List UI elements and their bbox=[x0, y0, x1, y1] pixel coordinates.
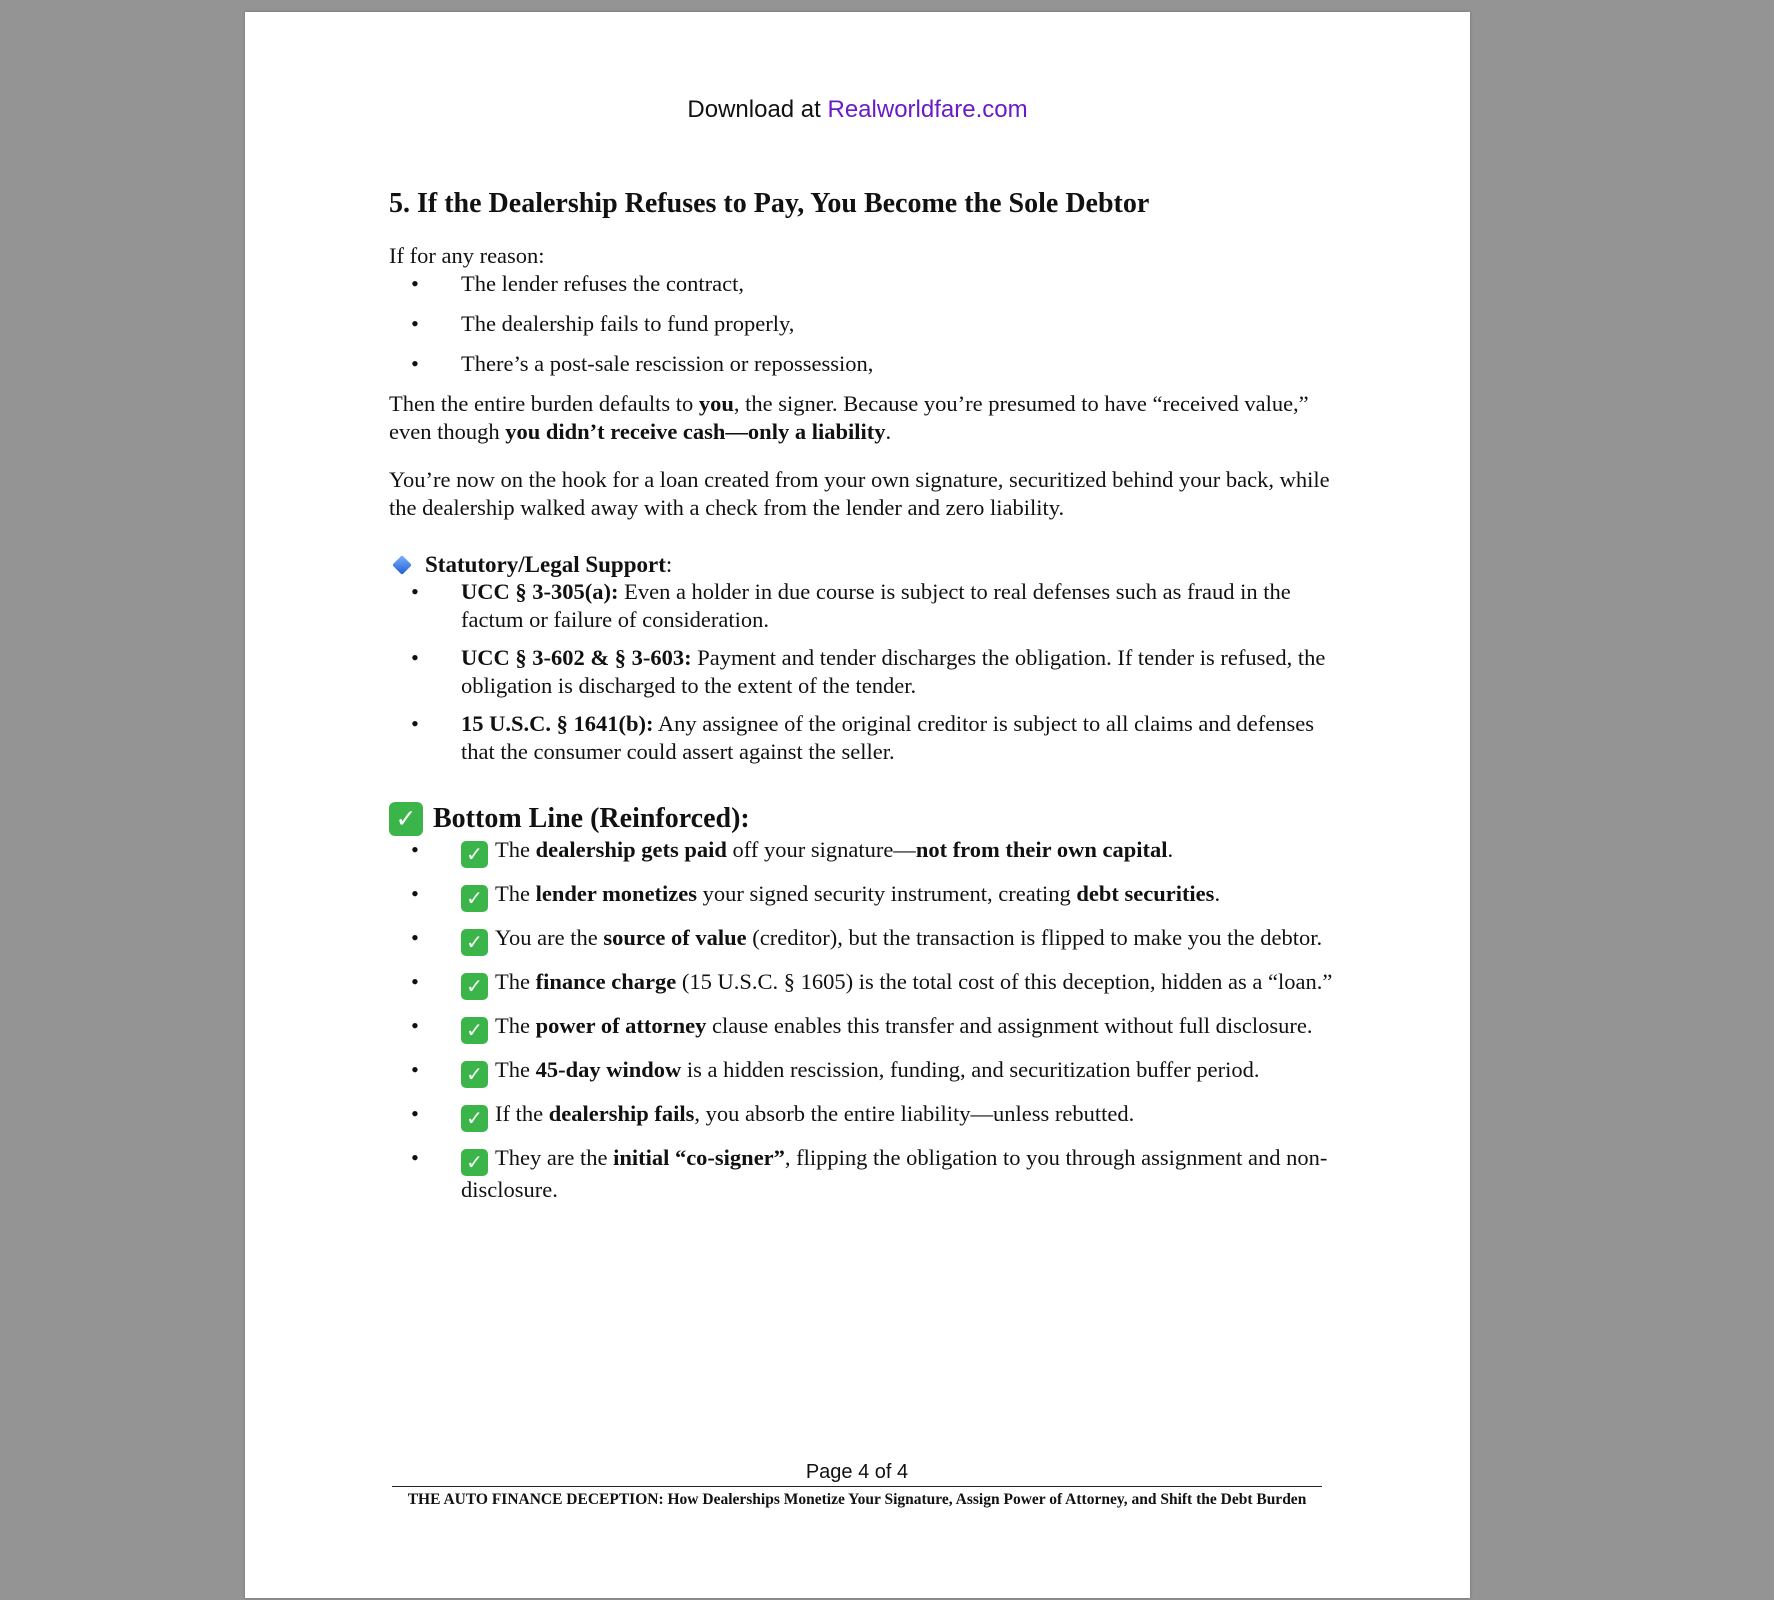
legal-heading-colon: : bbox=[665, 552, 673, 577]
burden-paragraph bbox=[389, 390, 1349, 446]
bullet-icon: • bbox=[411, 351, 419, 376]
citation: UCC § 3-305(a): bbox=[461, 579, 619, 604]
list-item bbox=[389, 880, 1349, 912]
text-run: your signed security instrument, creating bbox=[697, 881, 1077, 906]
citation-text: Any assignee of the original creditor is subject to all claims and defenses that the consumer could assert against the seller. bbox=[461, 711, 1314, 764]
text-run: The bbox=[495, 837, 536, 862]
bold-run: initial “co-signer” bbox=[613, 1145, 785, 1170]
bottom-heading-text: Bottom Line (Reinforced): bbox=[433, 803, 750, 834]
text-run: . bbox=[1214, 881, 1221, 906]
list-item bbox=[389, 310, 1349, 338]
list-item bbox=[389, 350, 1349, 378]
reason-text: There’s a post-sale rescission or repossession, bbox=[461, 351, 874, 376]
bullet-icon: • bbox=[411, 579, 419, 604]
reasons-list bbox=[389, 270, 1349, 378]
check-mark-icon: ✓ bbox=[461, 841, 488, 868]
list-item bbox=[389, 924, 1349, 956]
reason-text: The lender refuses the contract, bbox=[461, 271, 744, 296]
bullet-icon: • bbox=[411, 969, 419, 994]
bullet-icon: • bbox=[411, 881, 419, 906]
bottom-line-heading bbox=[389, 802, 1349, 836]
bold-run: power of attorney bbox=[535, 1013, 707, 1038]
bold-run: dealership gets paid bbox=[535, 837, 727, 862]
bold-run: lender monetizes bbox=[535, 881, 698, 906]
list-item bbox=[389, 270, 1349, 298]
check-mark-icon: ✓ bbox=[461, 973, 488, 1000]
list-item bbox=[389, 1012, 1349, 1044]
text-run: The bbox=[495, 969, 536, 994]
bullet-icon: • bbox=[411, 271, 419, 296]
bold-run: finance charge bbox=[535, 969, 677, 994]
reason-text: The dealership fails to fund properly, bbox=[461, 311, 795, 336]
footer-divider bbox=[392, 1486, 1322, 1487]
bullet-icon: • bbox=[411, 1101, 419, 1126]
legal-list bbox=[389, 578, 1349, 766]
page-number: Page 4 of 4 bbox=[805, 1461, 909, 1483]
document-title: THE AUTO FINANCE DECEPTION: How Dealerships Monetize Your Signature, Assign Power of Attorney, and Shift the Debt Burden bbox=[407, 1491, 1307, 1508]
check-mark-icon: ✓ bbox=[461, 929, 488, 956]
text-run: , the signer. Because you’re presumed to have “received value,” even though bbox=[389, 391, 1309, 444]
list-item bbox=[389, 1056, 1349, 1088]
intro-text: If for any reason: bbox=[389, 243, 545, 268]
text-run: You are the bbox=[495, 925, 604, 950]
list-item bbox=[389, 710, 1349, 766]
bullet-icon: • bbox=[411, 1145, 419, 1170]
text-run: clause enables this transfer and assignment without full disclosure. bbox=[706, 1013, 1313, 1038]
document-page bbox=[245, 12, 1470, 1598]
citation: UCC § 3-602 & § 3-603: bbox=[461, 645, 692, 670]
text-run: The bbox=[495, 881, 536, 906]
page-footer bbox=[392, 1460, 1322, 1509]
bold-run: you didn’t receive cash—only a liability bbox=[505, 419, 886, 444]
text-run: off your signature— bbox=[726, 837, 916, 862]
legal-support-heading bbox=[389, 552, 1349, 578]
bold-run: not from their own capital bbox=[915, 837, 1168, 862]
bullet-icon: • bbox=[411, 1013, 419, 1038]
list-item bbox=[389, 968, 1349, 1000]
text-run: They are the bbox=[495, 1145, 614, 1170]
list-item bbox=[389, 644, 1349, 700]
list-item bbox=[389, 1100, 1349, 1132]
check-mark-icon: ✓ bbox=[461, 1061, 488, 1088]
site-link[interactable]: Realworldfare.com bbox=[827, 96, 1028, 123]
check-mark-icon: ✓ bbox=[461, 1017, 488, 1044]
bullet-icon: • bbox=[411, 645, 419, 670]
text-run: (creditor), but the transaction is flipped to make you the debtor. bbox=[746, 925, 1323, 950]
bullet-icon: • bbox=[411, 711, 419, 736]
text-run: is a hidden rescission, funding, and securitization buffer period. bbox=[681, 1057, 1260, 1082]
check-mark-icon: ✓ bbox=[389, 802, 423, 836]
section-title: 5. If the Dealership Refuses to Pay, You Become the Sole Debtor bbox=[389, 188, 1150, 219]
list-item bbox=[389, 836, 1349, 868]
check-mark-icon: ✓ bbox=[461, 1149, 488, 1176]
header-prefix: Download at bbox=[687, 96, 828, 123]
citation-text: Payment and tender discharges the obligation. If tender is refused, the obligation is discharged to the extent of the tender. bbox=[461, 645, 1326, 698]
citation-text: Even a holder in due course is subject to real defenses such as fraud in the factum or failure of consideration. bbox=[461, 579, 1291, 632]
text-run: , you absorb the entire liability—unless rebutted. bbox=[694, 1101, 1135, 1126]
bold-run: you bbox=[698, 391, 734, 416]
text-run: . bbox=[885, 419, 892, 444]
bold-run: debt securities bbox=[1076, 881, 1215, 906]
list-item bbox=[389, 578, 1349, 634]
page-header bbox=[245, 96, 1470, 124]
text-run: The bbox=[495, 1013, 536, 1038]
text-run: , flipping the obligation to you through assignment and non-disclosure. bbox=[461, 1145, 1328, 1202]
bullet-icon: • bbox=[411, 925, 419, 950]
list-item bbox=[389, 1144, 1349, 1204]
page-content bbox=[389, 188, 1349, 1216]
legal-heading-text: Statutory/Legal Support bbox=[425, 552, 666, 577]
bullet-icon: • bbox=[411, 1057, 419, 1082]
hook-paragraph: You’re now on the hook for a loan created from your own signature, securitized behind your back, while the dealership walked away with a check from the lender and zero liability. bbox=[389, 467, 1330, 520]
citation: 15 U.S.C. § 1641(b): bbox=[461, 711, 654, 736]
check-mark-icon: ✓ bbox=[461, 885, 488, 912]
bold-run: source of value bbox=[603, 925, 747, 950]
bullet-icon: • bbox=[411, 311, 419, 336]
text-run: (15 U.S.C. § 1605) is the total cost of this deception, hidden as a “loan.” bbox=[676, 969, 1333, 994]
text-run: If the bbox=[495, 1101, 549, 1126]
text-run: Then the entire burden defaults to bbox=[389, 391, 699, 416]
blue-diamond-icon bbox=[392, 555, 412, 575]
bold-run: 45-day window bbox=[535, 1057, 682, 1082]
check-mark-icon: ✓ bbox=[461, 1105, 488, 1132]
bottom-line-list bbox=[389, 836, 1349, 1204]
text-run: The bbox=[495, 1057, 536, 1082]
bullet-icon: • bbox=[411, 837, 419, 862]
bold-run: dealership fails bbox=[548, 1101, 695, 1126]
text-run: . bbox=[1167, 837, 1174, 862]
